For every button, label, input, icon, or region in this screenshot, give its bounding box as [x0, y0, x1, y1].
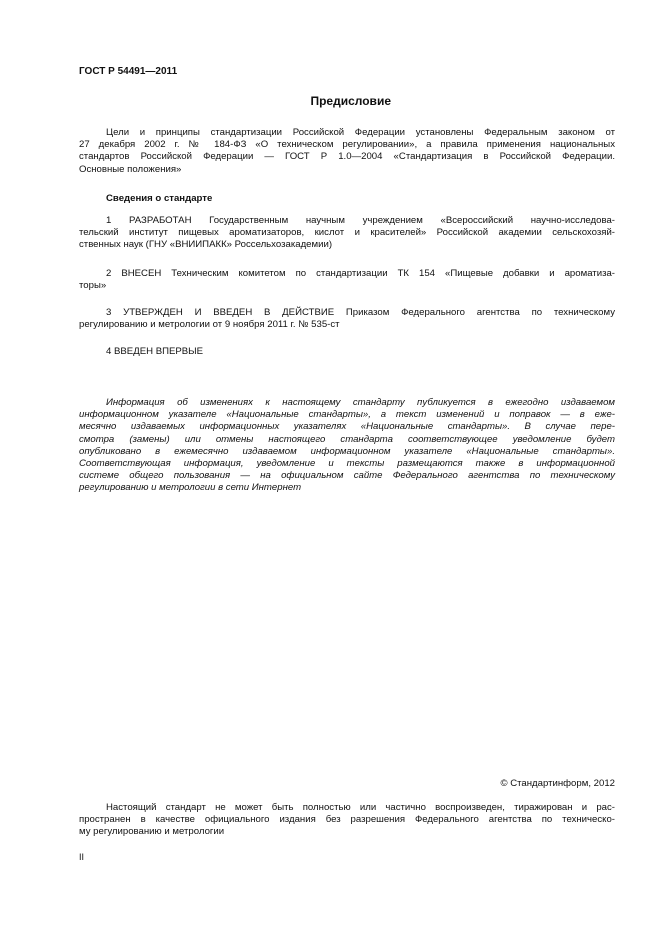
notice-paragraph	[79, 397, 615, 495]
notice-line: системе общего пользования — на официальном сайте Федерального агентства по техническому	[79, 470, 615, 482]
item-2-line: 2 ВНЕСЕН Техническим комитетом по стандартизации ТК 154 «Пищевые добавки и ароматиза-	[106, 268, 615, 279]
footer-notice-line: пространен в качестве официального издания без разрешения Федерального агентства по техническо-	[79, 814, 615, 826]
item-4-paragraph	[79, 346, 615, 358]
item-2-paragraph	[79, 268, 615, 292]
intro-line: Основные положения»	[79, 163, 182, 175]
item-3-line: 3 УТВЕРЖДЕН И ВВЕДЕН В ДЕЙСТВИЕ Приказом Федерального агентства по техническому	[106, 307, 615, 318]
item-1-line: 1 РАЗРАБОТАН Государственным научным учреждением «Всероссийский научно-исследова-	[106, 215, 615, 226]
info-heading-text: Сведения о стандарте	[106, 193, 213, 204]
item-3-line: регулированию и метрологии от 9 ноября 2011 г. № 535-ст	[79, 319, 340, 331]
item-2-line: торы»	[79, 280, 107, 292]
intro-paragraph	[79, 127, 615, 176]
page-number: II	[79, 852, 85, 862]
notice-line: опубликовано в ежемесячно издаваемом информационном указателе «Национальные стандарты».	[79, 445, 615, 457]
item-1-line: тельский институт пищевых ароматизаторов, кислот и красителей» Российской академии сельскохозяй-	[79, 227, 615, 239]
footer-notice-paragraph	[79, 802, 615, 839]
intro-line: стандартов Российской Федерации — ГОСТ Р 1.0—2004 «Стандартизация в Российской Федерации.	[79, 151, 615, 163]
notice-line: Соответствующая информация, уведомление и тексты размещаются также в информационной	[79, 458, 615, 470]
item-3-paragraph	[79, 307, 615, 331]
item-4-line: 4 ВВЕДЕН ВПЕРВЫЕ	[106, 346, 204, 357]
notice-line: информационном указателе «Национальные стандарты», а текст изменений и поправок — в ежe-	[79, 409, 615, 421]
notice-line: смотра (замены) или отмены настоящего стандарта соответствующее уведомление будет	[79, 433, 615, 445]
info-heading	[79, 193, 615, 205]
footer-notice-line: Настоящий стандарт не может быть полностью или частично воспроизведен, тиражирован и рас-	[106, 802, 615, 813]
notice-line: Информация об изменениях к настоящему стандарту публикуется в ежегодно издаваемом	[106, 397, 615, 408]
notice-line: регулированию и метрологии в сети Интернет	[79, 482, 302, 494]
document-id: ГОСТ Р 54491—2011	[79, 66, 178, 77]
intro-line: 27 декабря 2002 г. № 184-ФЗ «О техническом регулировании», а правила применения национальных	[79, 139, 615, 151]
intro-line: Цели и принципы стандартизации Российской Федерации установлены Федеральным законом от	[106, 127, 615, 138]
footer-notice-line: му регулированию и метрологии	[79, 826, 225, 838]
item-1-paragraph	[79, 215, 615, 252]
page-title: Предисловие	[310, 94, 391, 108]
copyright-notice: © Стандартинформ, 2012	[500, 778, 615, 789]
notice-line: месячно издаваемых информационных указателях «Национальные стандарты». В случае пере-	[79, 421, 615, 433]
item-1-line: ственных наук (ГНУ «ВНИИПАКК» Россельхозакадемии)	[79, 239, 333, 251]
